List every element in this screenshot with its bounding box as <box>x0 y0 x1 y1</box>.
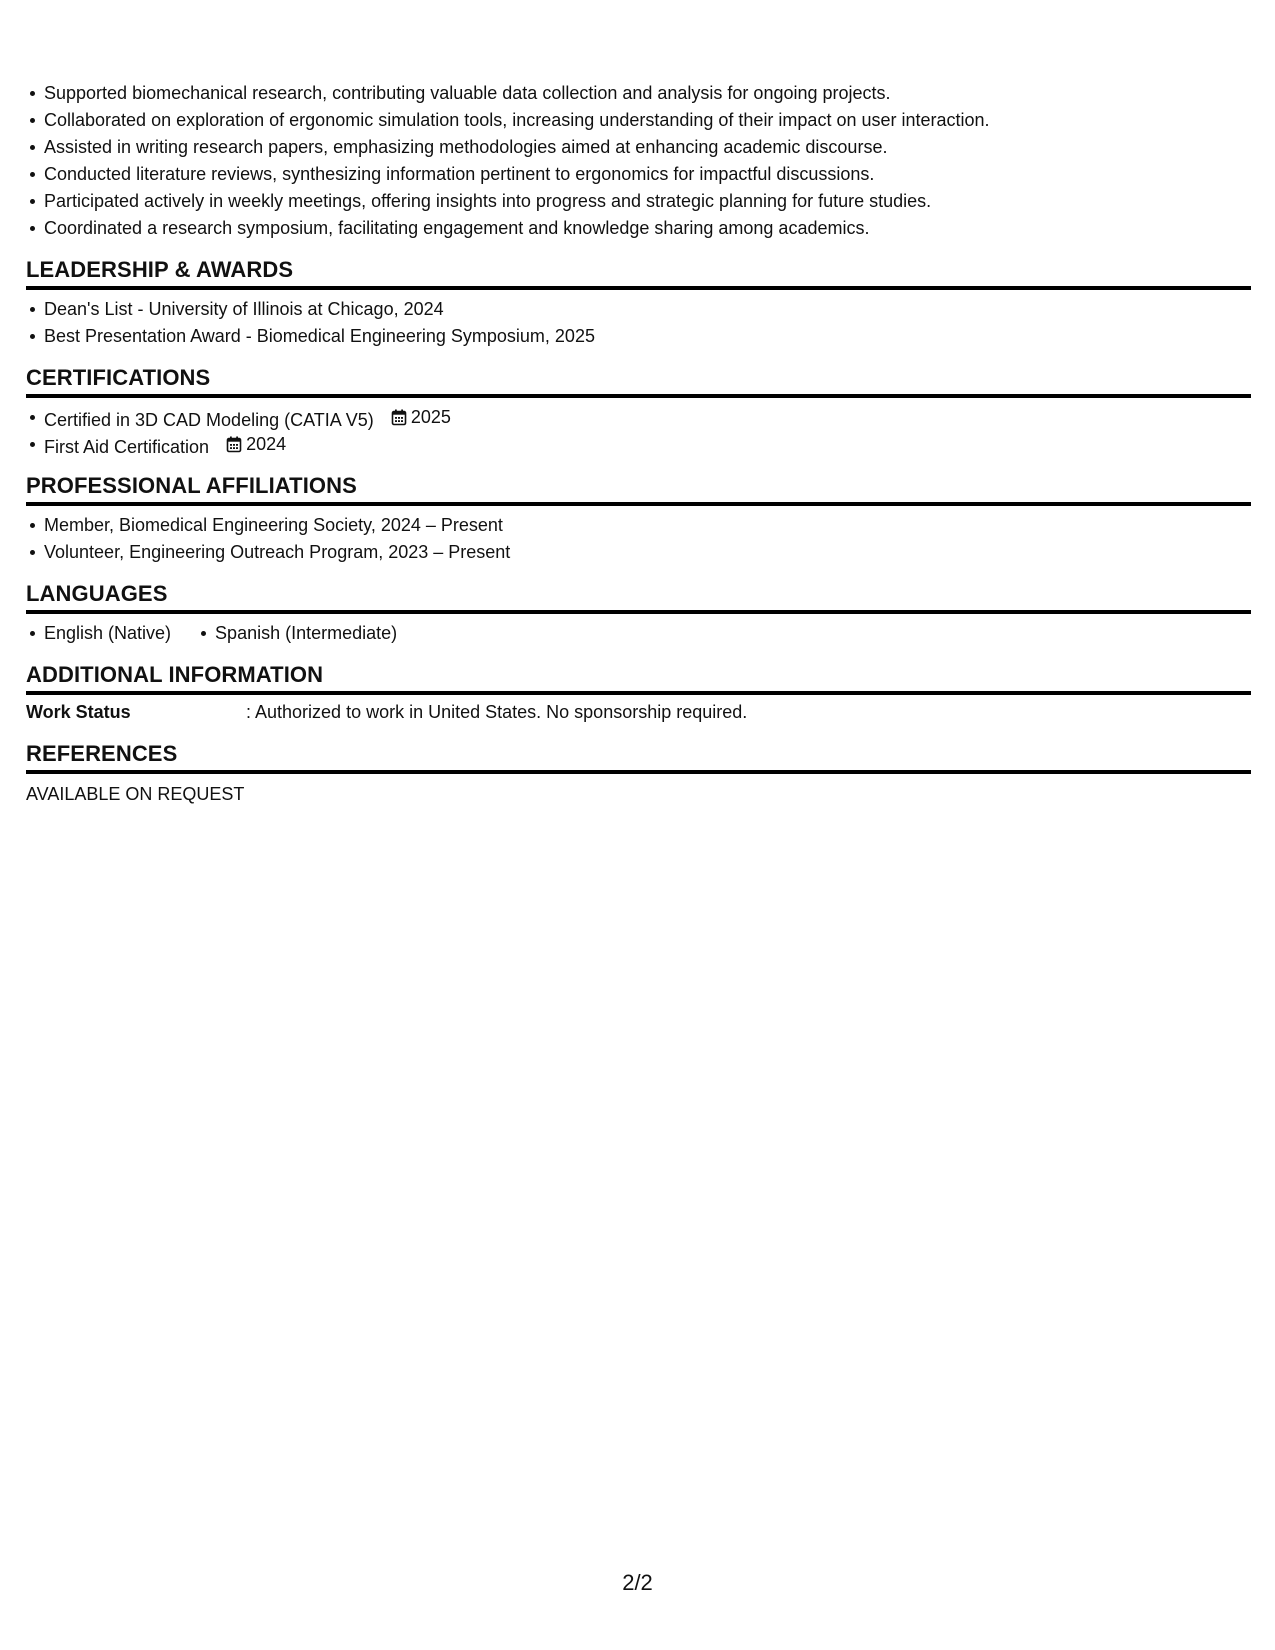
language-item: Spanish (Intermediate) <box>215 620 397 647</box>
references-text: AVAILABLE ON REQUEST <box>26 784 245 804</box>
work-status-row <box>26 699 1251 726</box>
work-status-label: Work Status <box>26 702 131 722</box>
language-item: English (Native) <box>44 620 171 647</box>
certification-item <box>44 431 1251 458</box>
experience-bullet: Collaborated on exploration of ergonomic simulation tools, increasing understanding of their impact on user interaction. <box>44 107 1251 134</box>
certification-item <box>44 404 1251 431</box>
award-item: Best Presentation Award - Biomedical Engineering Symposium, 2025 <box>44 323 1251 350</box>
resume-content <box>26 80 1251 808</box>
languages-section <box>26 580 1251 647</box>
experience-bullet: Coordinated a research symposium, facilitating engagement and knowledge sharing among academics. <box>44 215 1251 242</box>
affiliations-section <box>26 472 1251 566</box>
additional-info-section <box>26 661 1251 726</box>
references-section <box>26 740 1251 808</box>
calendar-icon <box>391 409 407 426</box>
languages-list <box>26 620 1251 647</box>
experience-bullet-list <box>26 80 1251 242</box>
section-title-leadership: LEADERSHIP & AWARDS <box>26 256 1251 290</box>
certifications-section <box>26 364 1251 458</box>
certification-name: Certified in 3D CAD Modeling (CATIA V5) <box>44 410 374 430</box>
certification-name: First Aid Certification <box>44 437 210 457</box>
certification-year: 2025 <box>410 407 451 427</box>
leadership-section <box>26 256 1251 350</box>
section-title-certifications: CERTIFICATIONS <box>26 364 1251 398</box>
experience-bullet: Assisted in writing research papers, emphasizing methodologies aimed at enhancing academic discourse. <box>44 134 1251 161</box>
section-title-references: REFERENCES <box>26 740 1251 774</box>
certification-date <box>391 404 451 431</box>
experience-bullet: Conducted literature reviews, synthesizing information pertinent to ergonomics for impactful discussions. <box>44 161 1251 188</box>
leadership-list <box>26 296 1251 350</box>
calendar-icon <box>226 436 242 453</box>
certification-year: 2024 <box>246 434 287 454</box>
certification-date <box>226 431 286 458</box>
page-number: 2/2 <box>622 1570 653 1595</box>
work-status-value: : Authorized to work in United States. No sponsorship required. <box>246 702 748 722</box>
affiliation-item: Volunteer, Engineering Outreach Program, 2023 – Present <box>44 539 1251 566</box>
affiliation-item: Member, Biomedical Engineering Society, 2024 – Present <box>44 512 1251 539</box>
certifications-list <box>26 404 1251 458</box>
experience-bullet: Participated actively in weekly meetings, offering insights into progress and strategic planning for future studies. <box>44 188 1251 215</box>
section-title-additional-info: ADDITIONAL INFORMATION <box>26 661 1251 695</box>
affiliations-list <box>26 512 1251 566</box>
section-title-languages: LANGUAGES <box>26 580 1251 614</box>
experience-bullet: Supported biomechanical research, contributing valuable data collection and analysis for ongoing projects. <box>44 80 1251 107</box>
award-item: Dean's List - University of Illinois at Chicago, 2024 <box>44 296 1251 323</box>
section-title-affiliations: PROFESSIONAL AFFILIATIONS <box>26 472 1251 506</box>
